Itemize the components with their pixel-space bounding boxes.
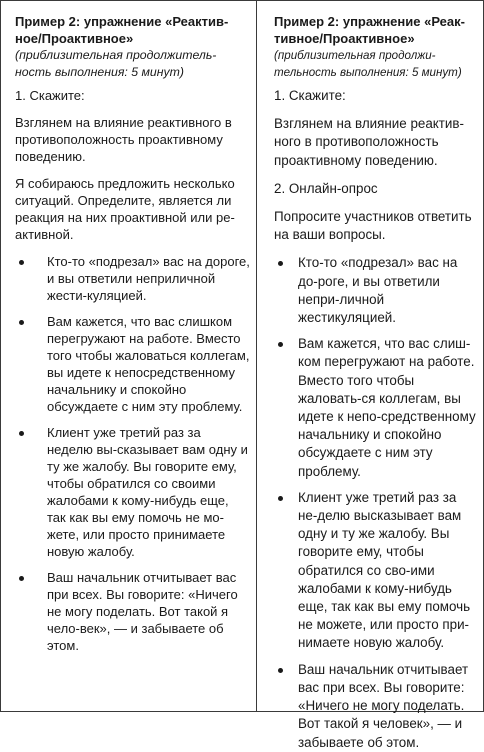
right-step-1: 1. Скажите: [274, 88, 346, 103]
left-subtitle-line-2: ность выполнения: 5 минут) [15, 65, 185, 79]
right-bullet-text-1: Кто-то «подрезал» вас на до-роге, и вы ответили непри-личной жестикуляцией. [298, 255, 458, 326]
right-title [274, 13, 479, 47]
list-item [15, 313, 250, 415]
list-item [15, 253, 250, 304]
bullet-icon [19, 260, 24, 265]
list-item [274, 489, 479, 653]
list-item [274, 335, 479, 481]
right-paragraph-2: Попросите участников ответить на ваши вопросы. [274, 209, 472, 243]
right-subtitle-line-1: (приблизительная продолжи- [274, 49, 436, 62]
bullet-icon [19, 576, 24, 581]
right-bullet-list [274, 254, 479, 751]
bullet-icon [278, 496, 283, 501]
list-item [274, 254, 479, 327]
bullet-icon [278, 342, 283, 347]
bullet-icon [278, 261, 283, 266]
right-subtitle-line-2: тельность выполнения: 5 минут) [274, 66, 462, 79]
left-title-line-2: ное/Проактивное» [15, 31, 134, 46]
right-bullet-text-3: Клиент уже третий раз за не-делю высказывает вам одну и ту же жалобу. Вы говорите ему, чтобы обратился со сво-ими жалобами к кому-нибудь еще, так как вы ему помочь не можете, или просто при-нимаете новую жалобу. [298, 489, 471, 651]
left-column [1, 1, 257, 711]
left-bullet-list [15, 253, 250, 654]
left-subtitle-line-1: (приблизительная продолжитель- [15, 48, 217, 62]
left-bullet-text-1: Кто-то «подрезал» вас на дороге, и вы ответили неприличной жести-куляцией. [47, 254, 250, 303]
bullet-icon [19, 320, 24, 325]
left-bullet-text-4: Ваш начальник отчитывает вас при всех. Вы говорите: «Ничего не могу поделать. Вот такой я чело-век», — и забываете об этом. [47, 570, 238, 653]
list-item [15, 569, 250, 654]
left-step-1: 1. Скажите: [15, 88, 85, 103]
left-title-line-1: Пример 2: упражнение «Реактив- [15, 14, 229, 29]
right-step-2: 2. Онлайн-опрос [274, 180, 378, 196]
left-paragraph-2: Я собираюсь предложить несколько ситуаций. Определите, является ли реакция на них проактивной или ре-активной. [15, 176, 235, 242]
list-item [15, 424, 250, 560]
list-item [274, 661, 479, 752]
bullet-icon [278, 668, 283, 673]
left-duration-note [15, 47, 250, 81]
right-bullet-text-2: Вам кажется, что вас слиш-ком перегружают на работе. Вместо того чтобы жаловать-ся коллегам, вы идете к непо-средственному начальнику и спокойно обсуждаете с ним эту проблему. [298, 336, 476, 479]
left-title [15, 13, 250, 47]
right-bullet-text-4: Ваш начальник отчитывает вас при всех. Вы говорите: «Ничего не могу поделать. Вот такой я человек», — и забываете об этом. [298, 661, 469, 750]
right-duration-note [274, 47, 479, 81]
left-bullet-text-2: Вам кажется, что вас слишком перегружают на работе. Вместо того чтобы жаловаться коллегам, вы идете к непосредственному начальнику и спокойно обсуждаете с ним эту проблему. [47, 314, 250, 414]
left-paragraph-1: Взглянем на влияние реактивного в противоположность проактивному поведению. [15, 115, 232, 164]
right-title-line-2: тивное/Проактивное» [274, 31, 415, 46]
right-paragraph-1: Взглянем на влияние реактив-ного в противоположность проактивному поведению. [274, 116, 464, 168]
right-title-line-1: Пример 2: упражнение «Реак- [274, 14, 465, 29]
bullet-icon [19, 431, 24, 436]
left-bullet-text-3: Клиент уже третий раз за неделю вы-сказывает вам одну и ту же жалобу. Вы говорите ему, чтобы обратился со своими жалобами к кому-нибудь еще, так как вы ему помочь не мо-жете, или просто принимаете новую жалобу. [47, 425, 248, 559]
right-column [257, 1, 483, 750]
